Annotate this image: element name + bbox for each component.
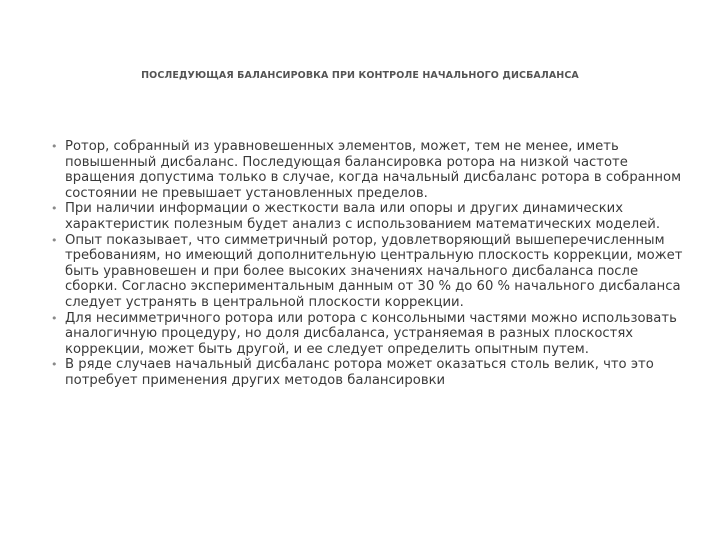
bullet-marker: • <box>51 202 58 216</box>
bullet-item <box>48 357 688 388</box>
slide-title: ПОСЛЕДУЮЩАЯ БАЛАНСИРОВКА ПРИ КОНТРОЛЕ НАЧАЛЬНОГО ДИСБАЛАНСА <box>141 70 579 81</box>
bullet-list <box>48 139 688 389</box>
bullet-item <box>48 233 688 311</box>
bullet-marker: • <box>51 140 58 153</box>
bullet-item <box>48 201 688 232</box>
bullet-marker: • <box>51 233 58 247</box>
bullet-text: Ротор, собранный из уравновешенных элементов, может, тем не менее, иметь повышенный дисбаланс. Последующая балансировка ротора на низкой частоте вращения допустима только в случае, когда начальный дисбаланс ротора в собранном состоянии не превышает установленных пределов. <box>65 139 682 201</box>
bullet-marker: • <box>51 358 58 372</box>
bullet-item <box>48 311 688 358</box>
bullet-text: При наличии информации о жесткости вала или опоры и других динамических характеристик полезным будет анализ с использованием математических моделей. <box>65 201 661 232</box>
bullet-text: В ряде случаев начальный дисбаланс ротора может оказаться столь велик, что это потребует применения других методов балансировки <box>65 357 654 388</box>
bullet-text: Опыт показывает, что симметричный ротор, удовлетворяющий вышеперечисленным требованиям, но имеющий дополнительную центральную плоскость коррекции, может быть уравновешен и при более высоких значениях начального дисбаланса после сборки. Согласно экспериментальным данным от 30 % до 60 % начального дисбаланса следует устранять в центральной плоскости коррекции. <box>65 232 683 310</box>
bullet-text: Для несимметричного ротора или ротора с консольными частями можно использовать аналогичную процедуру, но доля дисбаланса, устраняемая в разных плоскостях коррекции, может быть другой, и ее следует определить опытным путем. <box>65 310 677 357</box>
bullet-item <box>48 139 688 201</box>
bullet-marker: • <box>51 311 58 325</box>
